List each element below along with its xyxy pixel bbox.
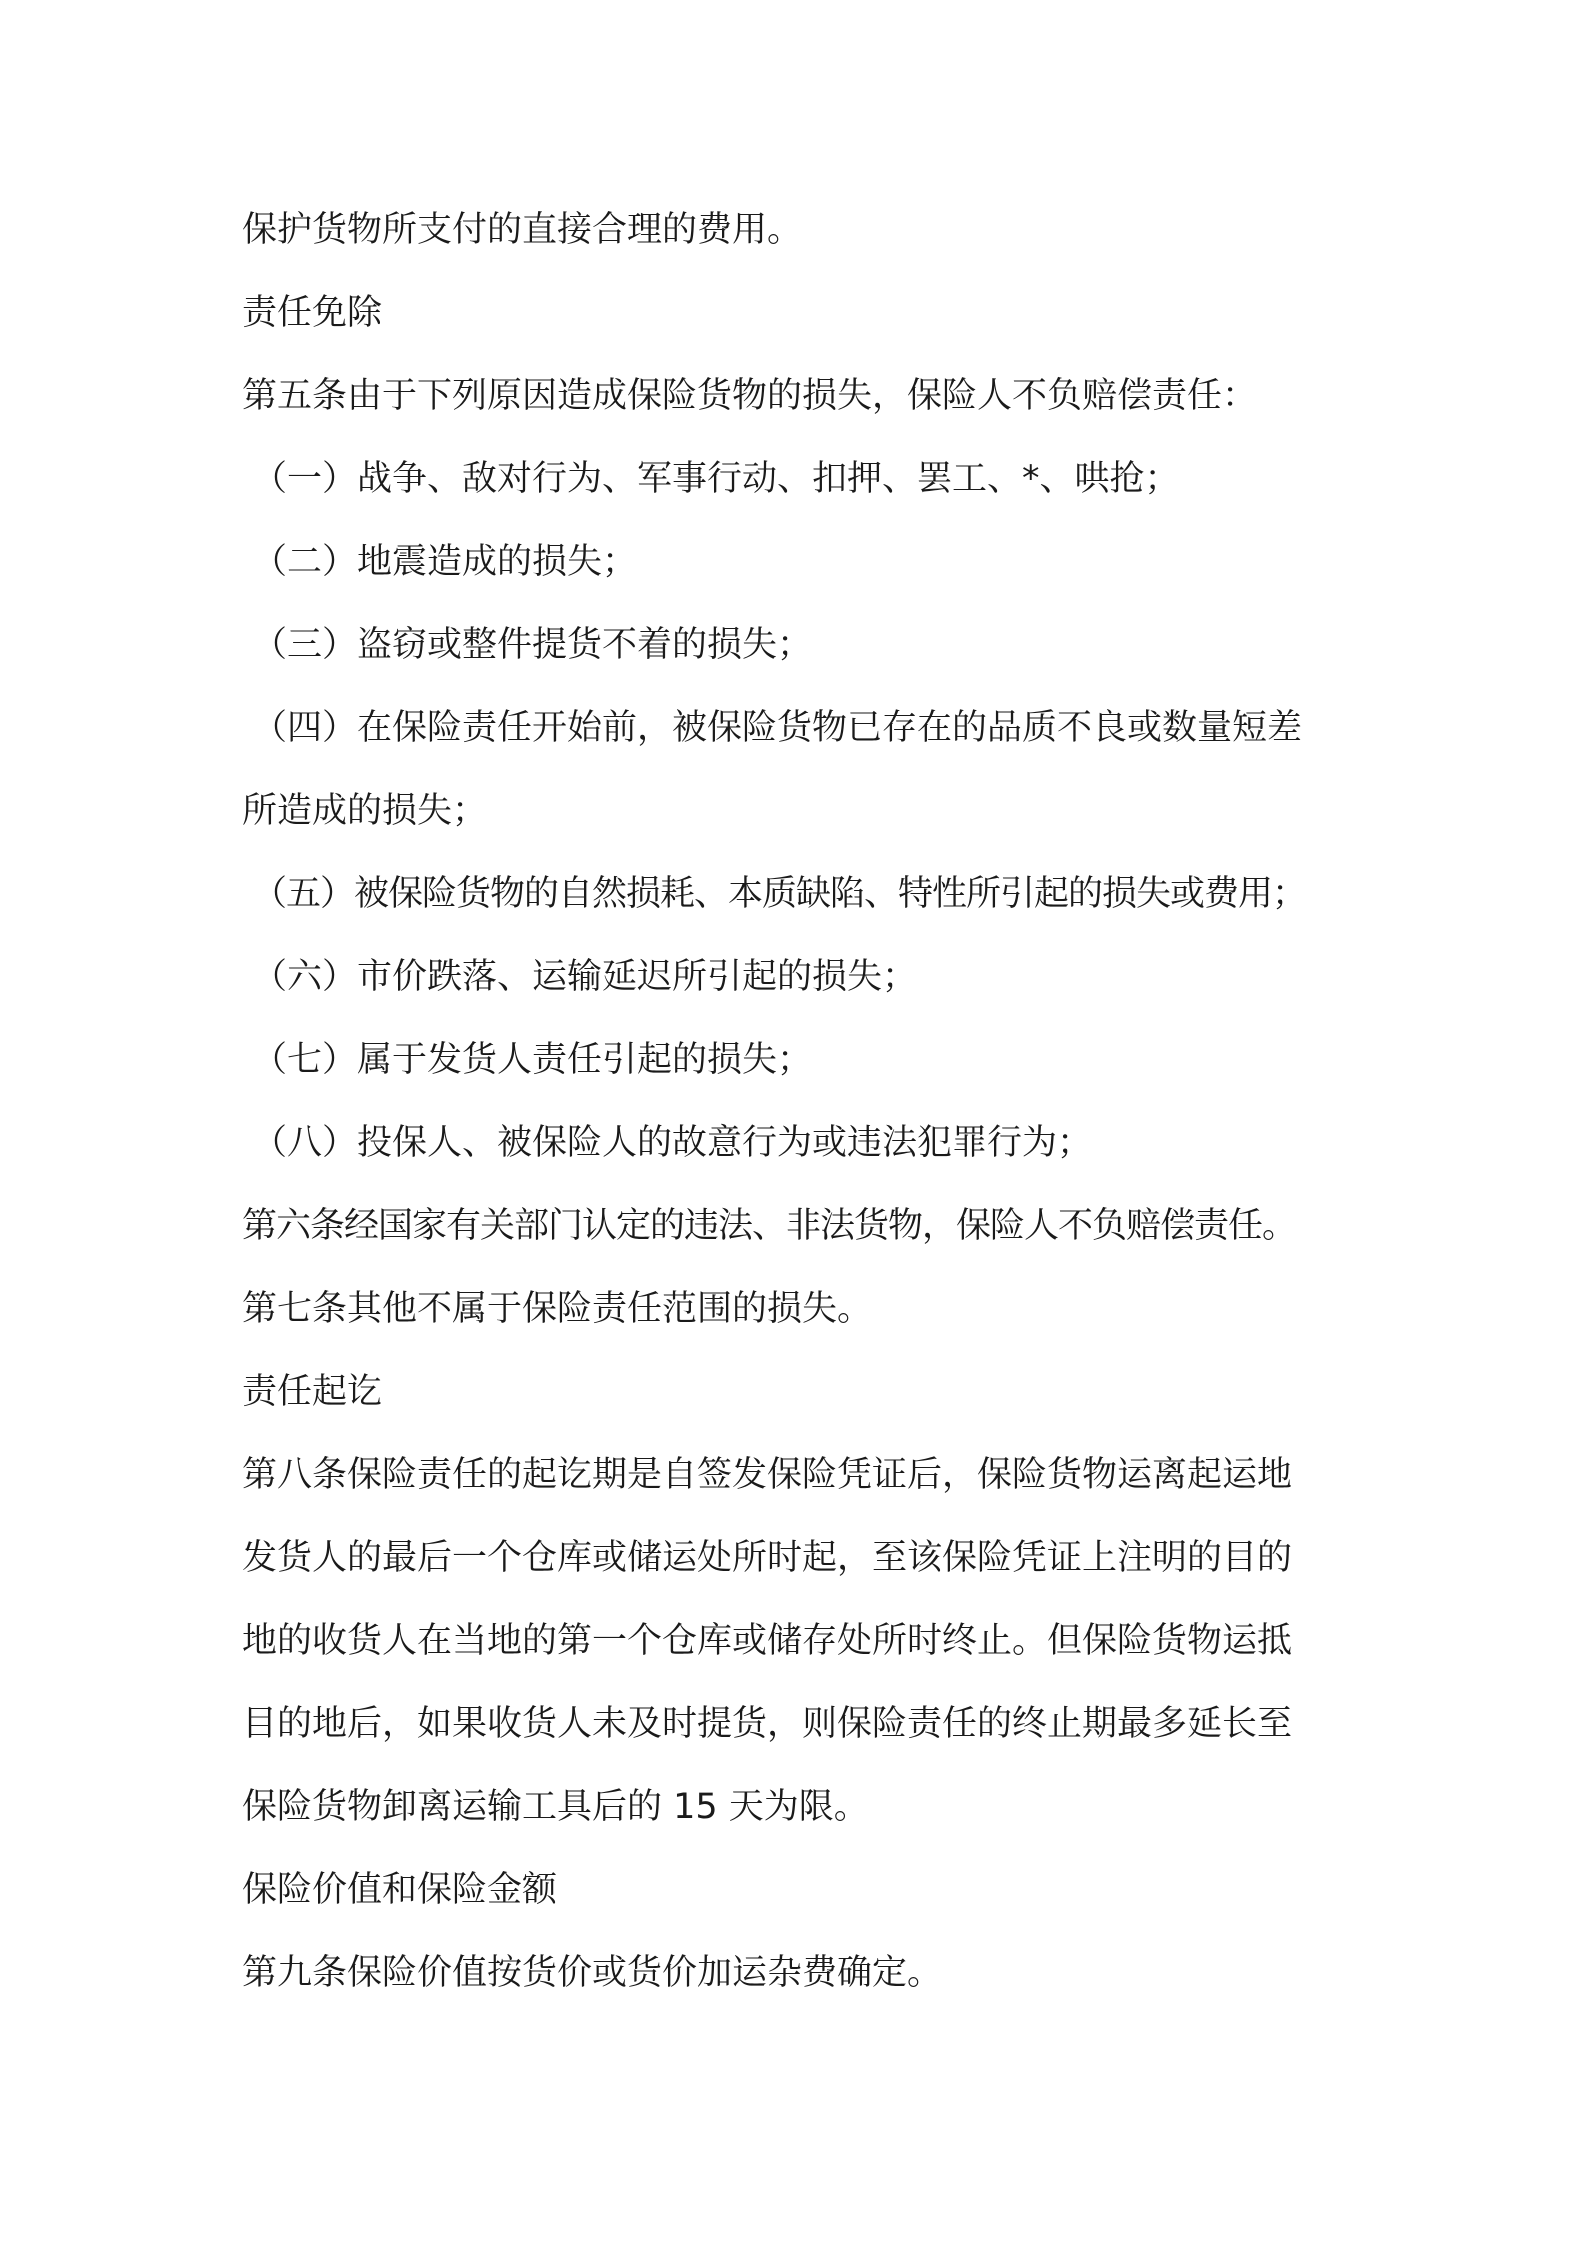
list-item: （六）市价跌落、运输延迟所引起的损失； — [252, 957, 918, 997]
article-text: 第七条其他不属于保险责任范围的损失。 — [242, 1289, 873, 1329]
article-text: 目的地后，如果收货人未及时提货，则保险责任的终止期最多延长至 — [242, 1704, 1293, 1744]
list-item: （四）在保险责任开始前，被保险货物已存在的品质不良或数量短差 — [252, 708, 1303, 748]
article-text: 第五条由于下列原因造成保险货物的损失，保险人不负赔偿责任： — [242, 376, 1258, 416]
section-heading: 保险价值和保险金额 — [242, 1870, 558, 1910]
list-item-continuation: 所造成的损失； — [242, 791, 488, 831]
list-item: （五）被保险货物的自然损耗、本质缺陷、特性所引起的损失或费用； — [252, 874, 1307, 914]
list-item: （一）战争、敌对行为、军事行动、扣押、罢工、*、哄抢； — [252, 459, 1180, 499]
list-item: （八）投保人、被保险人的故意行为或违法犯罪行为； — [252, 1123, 1093, 1163]
article-text: 发货人的最后一个仓库或储运处所时起，至该保险凭证上注明的目的 — [242, 1538, 1293, 1578]
section-heading: 责任免除 — [242, 293, 383, 333]
text-line: 保护货物所支付的直接合理的费用。 — [242, 210, 803, 250]
list-item: （二）地震造成的损失； — [252, 542, 638, 582]
list-item: （七）属于发货人责任引起的损失； — [252, 1040, 813, 1080]
section-heading: 责任起讫 — [242, 1372, 383, 1412]
article-text: 第九条保险价值按货价或货价加运杂费确定。 — [242, 1953, 943, 1993]
list-item: （三）盗窃或整件提货不着的损失； — [252, 625, 813, 665]
article-text: 保险货物卸离运输工具后的 15 天为限。 — [242, 1787, 869, 1827]
article-text: 第八条保险责任的起讫期是自签发保险凭证后，保险货物运离起运地 — [242, 1455, 1293, 1495]
article-text: 第六条经国家有关部门认定的违法、非法货物，保险人不负赔偿责任。 — [242, 1206, 1297, 1246]
article-text: 地的收货人在当地的第一个仓库或储存处所时终止。但保险货物运抵 — [242, 1621, 1293, 1661]
